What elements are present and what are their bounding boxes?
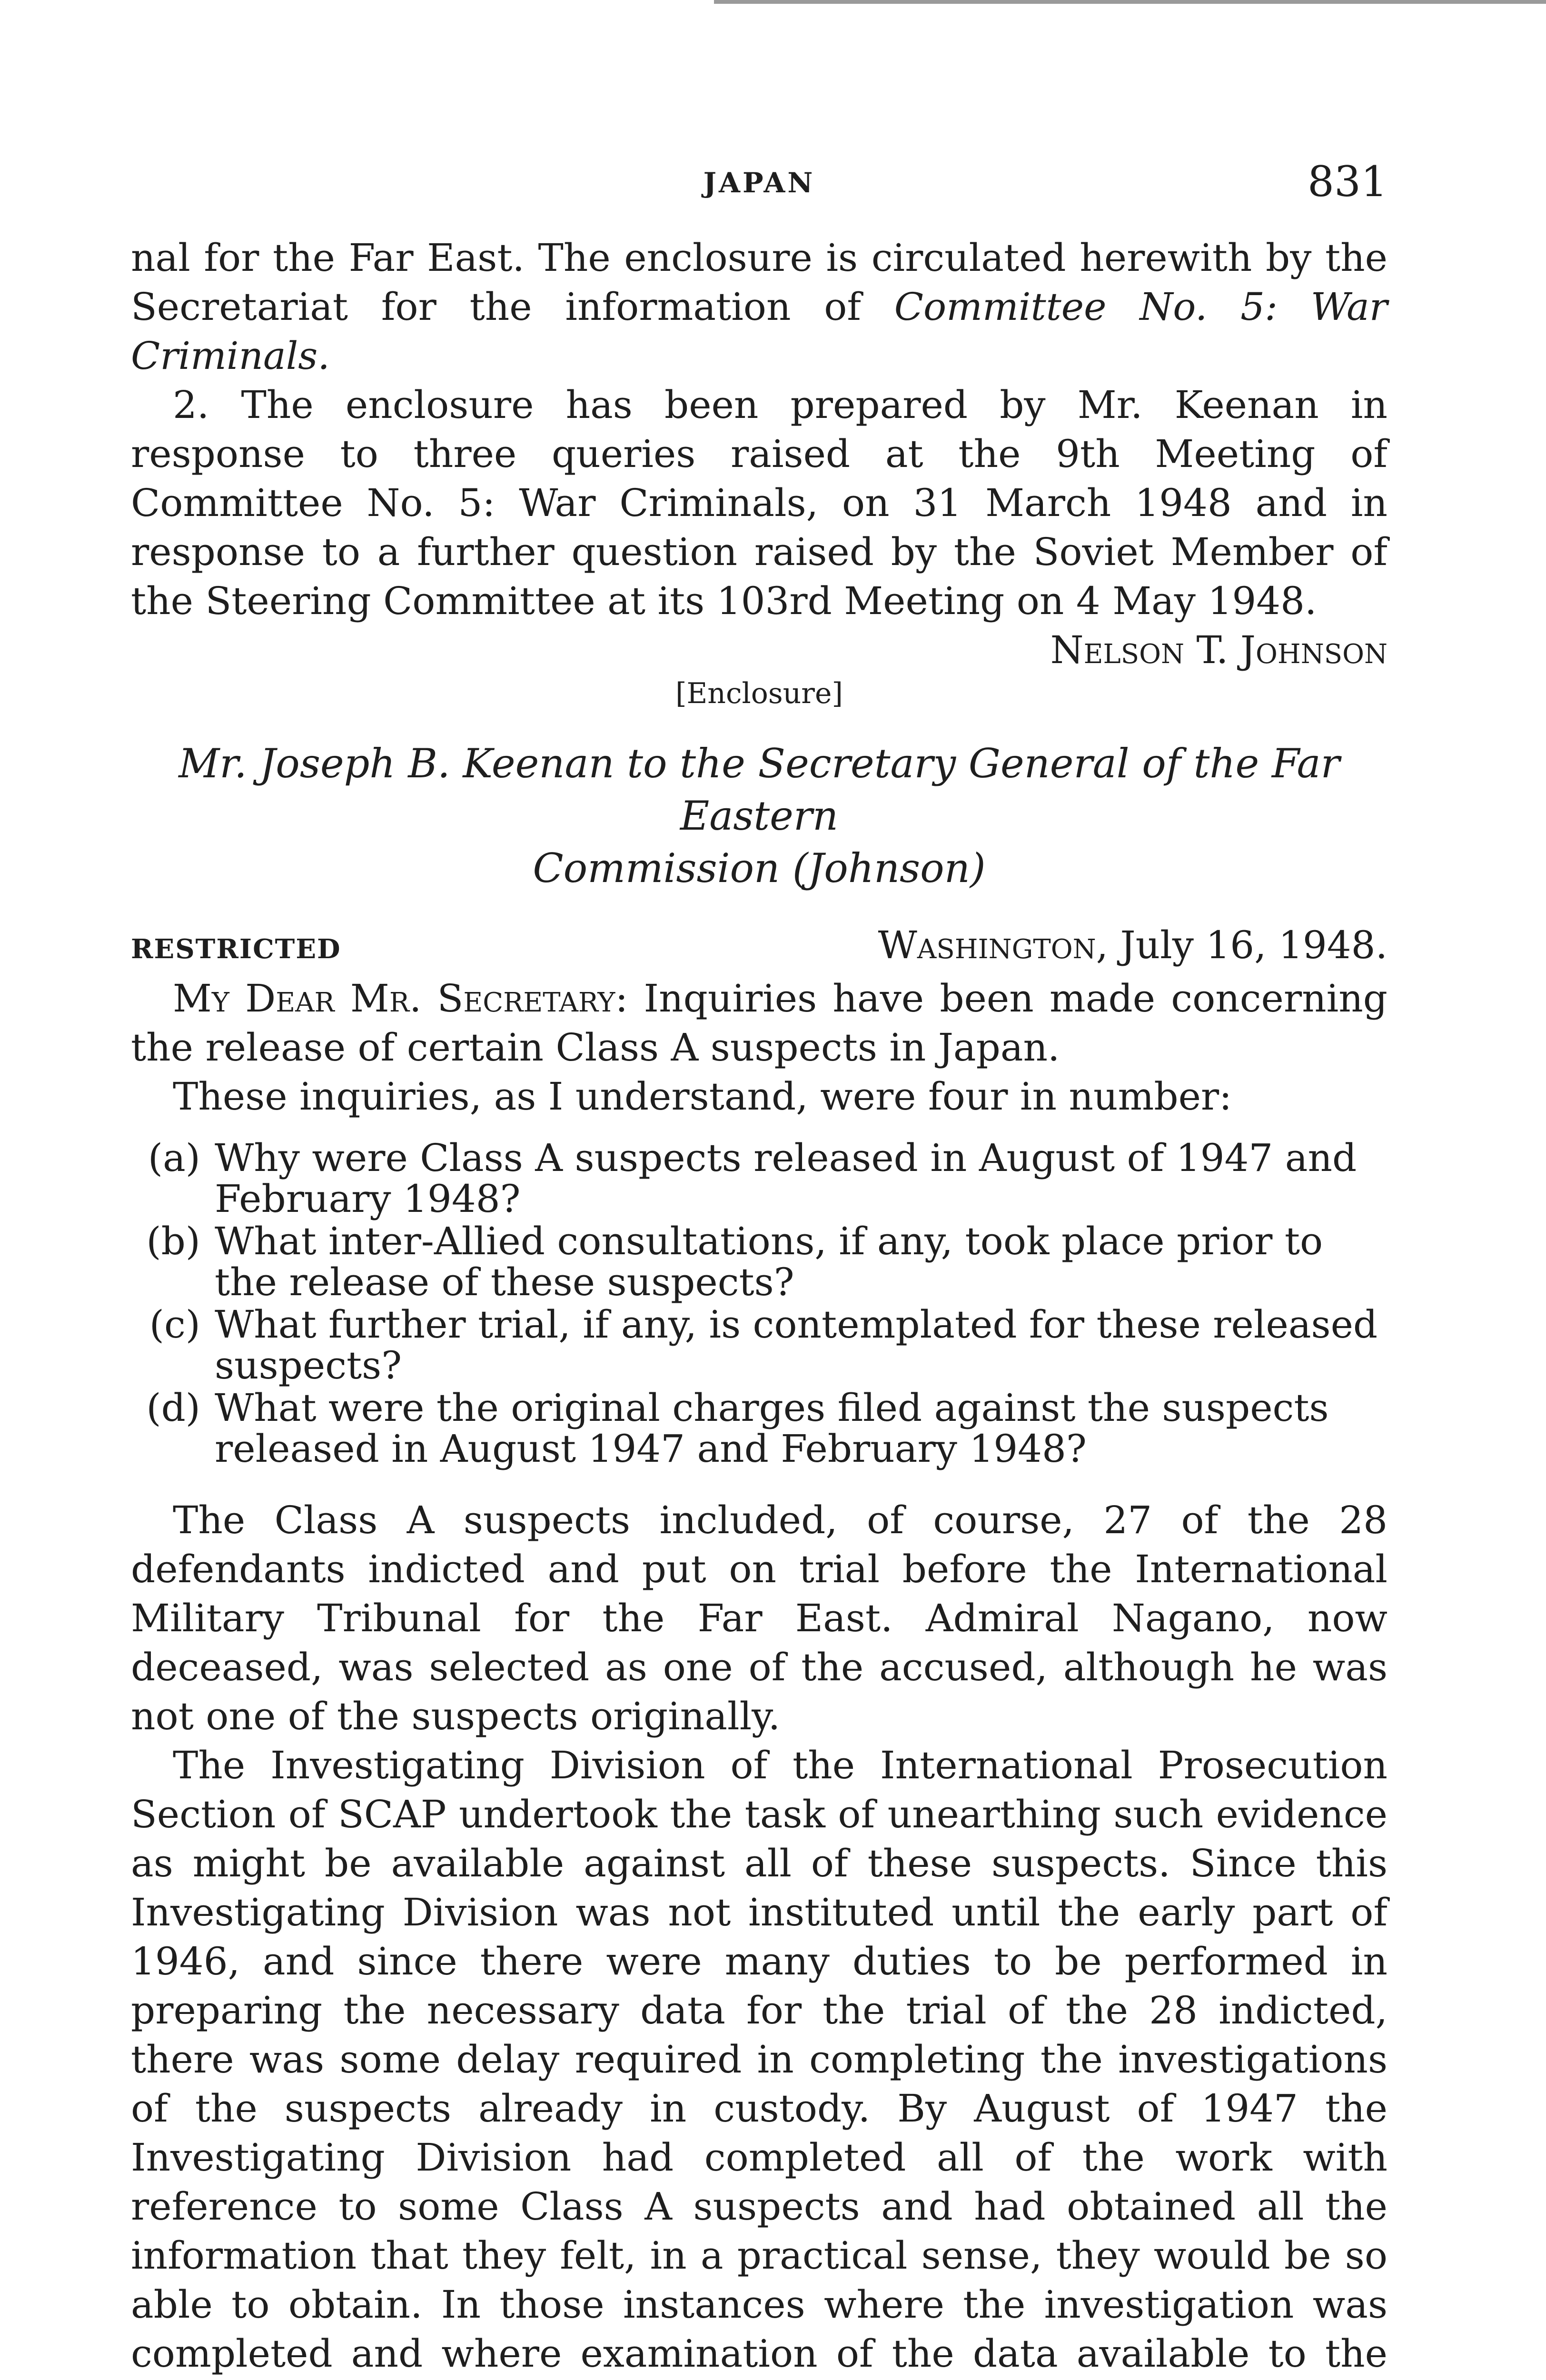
inquiry-label: (a) [148, 1136, 200, 1180]
inquiry-text: What were the original charges filed against the suspects released in August 1947 and February 1948? [215, 1386, 1329, 1471]
document-title [131, 737, 1387, 894]
paragraph-2: 2. The enclosure has been prepared by Mr. Keenan in response to three queries raised at the 9th Meeting of Committee No. 5: War Criminals, on 31 March 1948 and in response to a further question raised by the Soviet Member of the Steering Committee at its 103rd Meeting on 4 May 1948. [131, 383, 1387, 623]
dateline [131, 921, 1387, 974]
inquiries-list [131, 1138, 1387, 1469]
salutation-paragraph [131, 974, 1387, 1072]
document-title-line-2: Commission (Johnson) [533, 845, 986, 892]
document-title-line-1: Mr. Joseph B. Keenan to the Secretary General of the Far Eastern [178, 740, 1340, 839]
body-paragraph-1: The Class A suspects included, of course, 27 of the 28 defendants indicted and put on trial before the International Military Tribunal for the Far East. Admiral Nagano, now deceased, was selected as one of the accused, although he was not one of the suspects originally. [131, 1498, 1387, 1738]
top-rule [714, 0, 1546, 4]
salutation: My Dear Mr. Secretary [173, 976, 615, 1021]
page-number: 831 [1308, 157, 1387, 206]
paragraph-1-text: nal for the Far East. The enclosure is circulated herewith by the Secretariat for the information of [131, 236, 1387, 329]
inquiry-item [131, 1138, 1387, 1220]
paragraph-1 [131, 233, 1387, 380]
enclosure-label: [Enclosure] [675, 677, 843, 710]
inquiry-text: What further trial, if any, is contemplated for these released suspects? [215, 1302, 1378, 1388]
signature: Nelson T. Johnson [1050, 628, 1387, 672]
page-body [131, 233, 1387, 2380]
inquiry-label: (d) [146, 1386, 200, 1430]
inquiry-text: Why were Class A suspects released in August of 1947 and February 1948? [215, 1136, 1357, 1221]
body-paragraph-2: The Investigating Division of the International Prosecution Section of SCAP undertook the task of unearthing such evidence as might be available against all of these suspects. Since this Investigating Division was not instituted until the early part of 1946, and since there were many duties to be performed in preparing the necessary data for the trial of the 28 indicted, there was some delay required in completing the investigations of the suspects already in custody. By August of 1947 the Investigating Division had completed all of the work with reference to some Class A suspects and had obtained all the information that they felt, in a practical sense, they would be so able to obtain. In those instances where the investigation was completed and where examination of the data available to the [131, 1743, 1387, 2376]
committee-name: Committee No. 5: War Criminals. [131, 285, 1388, 378]
classification-label: RESTRICTED [131, 933, 341, 965]
date: , July 16, 1948. [1096, 923, 1387, 967]
inquiry-item [131, 1388, 1387, 1469]
page-header [131, 157, 1387, 209]
inquiry-label: (b) [146, 1219, 200, 1263]
place-date [878, 921, 1387, 970]
inquiries-intro: These inquiries, as I understand, were four in number: [173, 1074, 1232, 1119]
inquiry-item [131, 1304, 1387, 1386]
inquiry-text: What inter-Allied consultations, if any, took place prior to the release of these suspects? [215, 1219, 1323, 1304]
inquiry-item [131, 1221, 1387, 1303]
inquiry-label: (c) [149, 1302, 200, 1347]
running-head: JAPAN [703, 167, 815, 199]
salutation-text: : Inquiries have been made concerning the release of certain Class A suspects in Japan. [131, 976, 1387, 1070]
place: Washington [878, 923, 1096, 967]
